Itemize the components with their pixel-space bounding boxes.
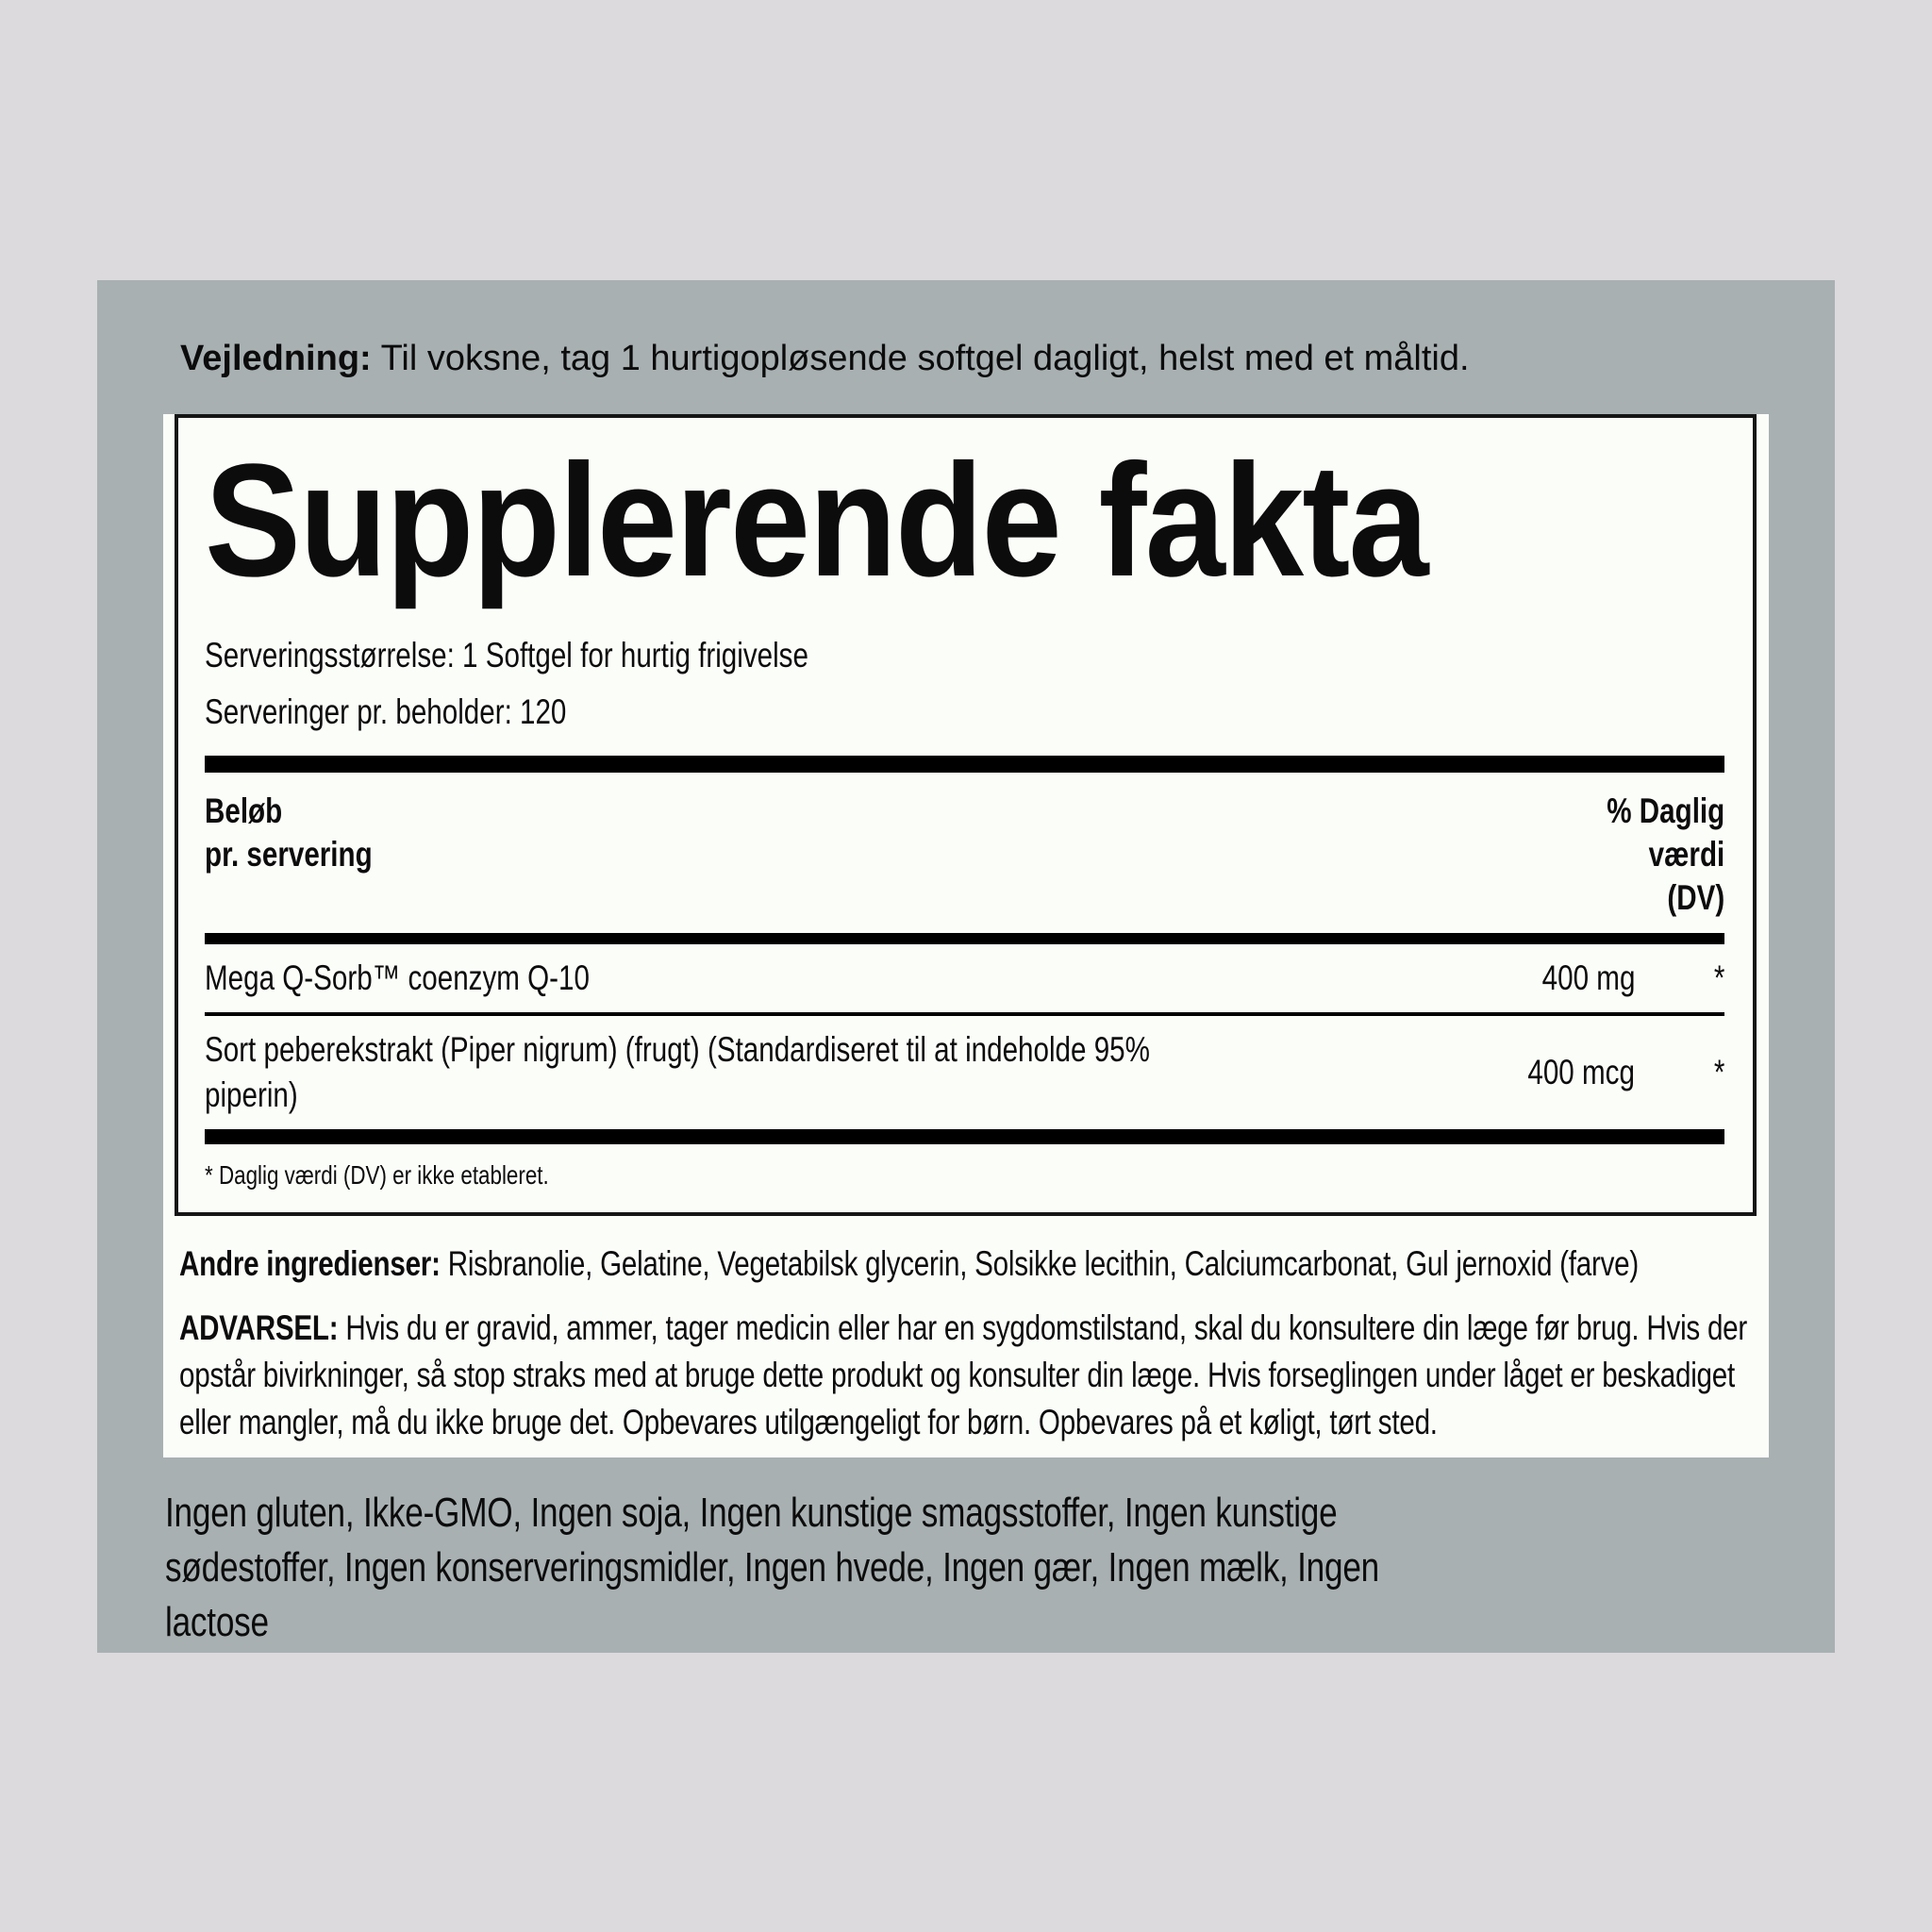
nutrient-row-black-pepper <box>205 1016 1724 1129</box>
amount-header-line2: pr. servering <box>205 835 373 874</box>
label-panel <box>97 280 1835 1653</box>
nutrient-dv-asterisk: * <box>1713 958 1724 997</box>
other-ingredients-text: Risbranolie, Gelatine, Vegetabilsk glycerin, Solsikke lecithin, Calciumcarbonat, Gul jernoxid (farve) <box>447 1244 1639 1283</box>
amount-per-serving-header <box>205 790 1724 876</box>
nutrient-amount: 400 mcg <box>1527 1053 1635 1091</box>
dv-footnote: * Daglig værdi (DV) er ikke etableret. <box>205 1160 549 1190</box>
directions-line <box>97 280 1835 380</box>
directions-text: Til voksne, tag 1 hurtigopløsende softgel dagligt, helst med et måltid. <box>380 339 1470 378</box>
facts-header-row <box>205 773 1724 933</box>
nutrient-amount: 400 mg <box>1541 958 1635 997</box>
warning-label: ADVARSEL: <box>179 1308 339 1347</box>
divider-bar-medium <box>205 933 1724 944</box>
daily-value-header <box>1607 790 1724 920</box>
amount-header-line1: Beløb <box>205 791 283 830</box>
free-from-text: Ingen gluten, Ikke-GMO, Ingen soja, Ingen kunstige smagsstoffer, Ingen kunstige sødestoffer, Ingen konserveringsmidler, Ingen hvede, Ingen gær, Ingen mælk, Ingen lactose <box>165 1490 1380 1645</box>
servings-per-container: Serveringer pr. beholder: 120 <box>205 692 567 731</box>
dv-header-line2: værdi <box>1648 835 1724 874</box>
serving-size: Serveringsstørrelse: 1 Softgel for hurtig frigivelse <box>205 636 808 675</box>
supplement-facts-box <box>175 414 1757 1216</box>
divider-bar-heavy-bottom <box>205 1129 1724 1144</box>
nutrient-row-coq10 <box>205 944 1724 1012</box>
nutrient-name: Mega Q-Sorb™ coenzym Q-10 <box>205 958 590 997</box>
warning-text: Hvis du er gravid, ammer, tager medicin eller har en sygdomstilstand, skal du konsultere din læge før brug. Hvis der opstår bivirkninger, så stop straks med at bruge dette produkt og konsulter din læge. Hvis forseglingen under låget er beskadiget eller mangler, må du ikke bruge det. Opbevares utilgængeligt for børn. Opbevares på et køligt, tørt sted. <box>179 1308 1748 1441</box>
other-ingredients-paragraph <box>179 1241 1785 1288</box>
nutrient-dv-asterisk: * <box>1713 1053 1724 1091</box>
divider-bar-heavy-top <box>205 756 1724 773</box>
other-ingredients-label: Andre ingredienser: <box>179 1244 441 1283</box>
dv-header-line1: % Daglig <box>1607 791 1724 830</box>
nutrient-name: Sort peberekstrakt (Piper nigrum) (frugt) (Standardiseret til at indeholde 95% piperin) <box>205 1030 1150 1114</box>
dv-header-line3: (DV) <box>1667 878 1724 917</box>
facts-title: Supplerende fakta <box>205 431 1427 610</box>
warning-paragraph <box>179 1305 1785 1446</box>
facts-white-area <box>163 414 1769 1457</box>
directions-label: Vejledning: <box>180 339 372 378</box>
